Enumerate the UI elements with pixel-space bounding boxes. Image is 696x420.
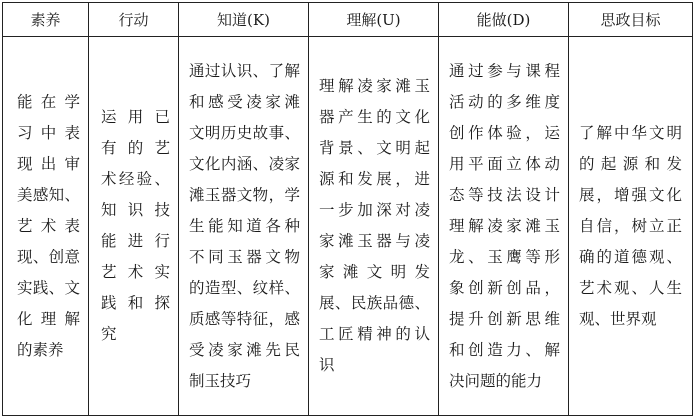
- cell-line: 象创新创品，: [449, 278, 560, 297]
- cell-line: 理解凌家滩玉: [449, 216, 560, 235]
- cell-line: 美感知、: [17, 185, 80, 204]
- header-understand: 理解(U): [309, 3, 439, 37]
- cell-line: 究: [101, 325, 117, 343]
- cell-line: 自信，树立正: [579, 216, 682, 235]
- cell-literacy: [3, 37, 89, 416]
- header-know: 知道(K): [179, 3, 309, 37]
- cell-line: 术经验、: [101, 170, 170, 188]
- cell-line: 展、民族品德、: [319, 294, 430, 312]
- cell-line: 通过认识、了解: [189, 61, 300, 80]
- cell-line: 器产生的文化: [319, 108, 430, 126]
- header-action: 行动: [89, 3, 179, 37]
- cell-line: 提升创新思维: [449, 309, 560, 328]
- header-do: 能做(D): [439, 3, 569, 37]
- cell-line: 通过参与课程: [449, 61, 560, 80]
- cell-line: 文化内涵、凌家: [189, 154, 300, 173]
- cell-line: 的造型、纹样、: [189, 278, 300, 297]
- cell-line: 识: [319, 356, 335, 374]
- header-row: [3, 3, 693, 37]
- cell-line: 一步加深对凌: [319, 201, 430, 219]
- cell-know: [179, 37, 309, 416]
- cell-line: 家滩玉器与凌: [319, 232, 430, 250]
- cell-line: 践和探: [101, 294, 170, 312]
- cell-line: 确的道德观、: [579, 247, 682, 266]
- cell-line: 艺术观、人生: [579, 278, 682, 297]
- cell-line: 生能知道各种: [189, 216, 300, 235]
- cell-line: 有的艺: [101, 139, 170, 157]
- curriculum-objectives-table: [2, 2, 693, 416]
- cell-line: 背景、文明起: [319, 139, 430, 157]
- cell-line: 展，增强文化: [579, 185, 682, 204]
- cell-line: 知识技: [101, 201, 170, 219]
- cell-line: 现、创意: [17, 247, 80, 266]
- cell-line: 用平面立体动: [449, 154, 560, 173]
- cell-line: 态等技法设计: [449, 185, 560, 204]
- cell-line: 能在学: [17, 92, 80, 111]
- cell-line: 能进行: [101, 232, 170, 250]
- cell-line: 和创造力、解: [449, 340, 560, 359]
- cell-line: 习中表: [17, 123, 80, 142]
- cell-line: 和感受凌家滩: [189, 92, 300, 111]
- cell-line: 制玉技巧: [189, 371, 252, 390]
- cell-line: 现出审: [17, 154, 80, 173]
- cell-line: 决问题的能力: [449, 371, 543, 390]
- cell-understand: [309, 37, 439, 416]
- cell-line: 观、世界观: [579, 309, 657, 328]
- cell-line: 的素养: [17, 340, 64, 359]
- cell-line: 工匠精神的认: [319, 325, 430, 343]
- cell-ideological-goal: [569, 37, 693, 416]
- content-row: [3, 37, 693, 416]
- cell-line: 源和发展，进: [319, 170, 430, 188]
- cell-line: 受凌家滩先民: [189, 340, 300, 359]
- cell-line: 家滩文明发: [319, 263, 430, 281]
- cell-line: 质感等特征，感: [189, 309, 300, 328]
- cell-line: 实践、文: [17, 278, 80, 297]
- cell-line: 不同玉器文物: [189, 247, 300, 266]
- cell-line: 龙、玉鹰等形: [449, 247, 560, 266]
- cell-do: [439, 37, 569, 416]
- cell-line: 文明历史故事、: [189, 123, 300, 142]
- cell-line: 滩玉器文物，学: [189, 185, 300, 204]
- cell-line: 艺术表: [17, 216, 80, 235]
- cell-line: 运用已: [101, 108, 170, 126]
- cell-line: 创作体验，运: [449, 123, 560, 142]
- header-ideological-goal: 思政目标: [569, 3, 693, 37]
- cell-line: 的起源和发: [579, 154, 682, 173]
- cell-line: 化理解: [17, 309, 80, 328]
- cell-line: 了解中华文明: [579, 123, 682, 142]
- cell-line: 理解凌家滩玉: [319, 77, 430, 95]
- cell-line: 艺术实: [101, 263, 170, 281]
- cell-action: [89, 37, 179, 416]
- cell-line: 活动的多维度: [449, 92, 560, 111]
- header-literacy: 素养: [3, 3, 89, 37]
